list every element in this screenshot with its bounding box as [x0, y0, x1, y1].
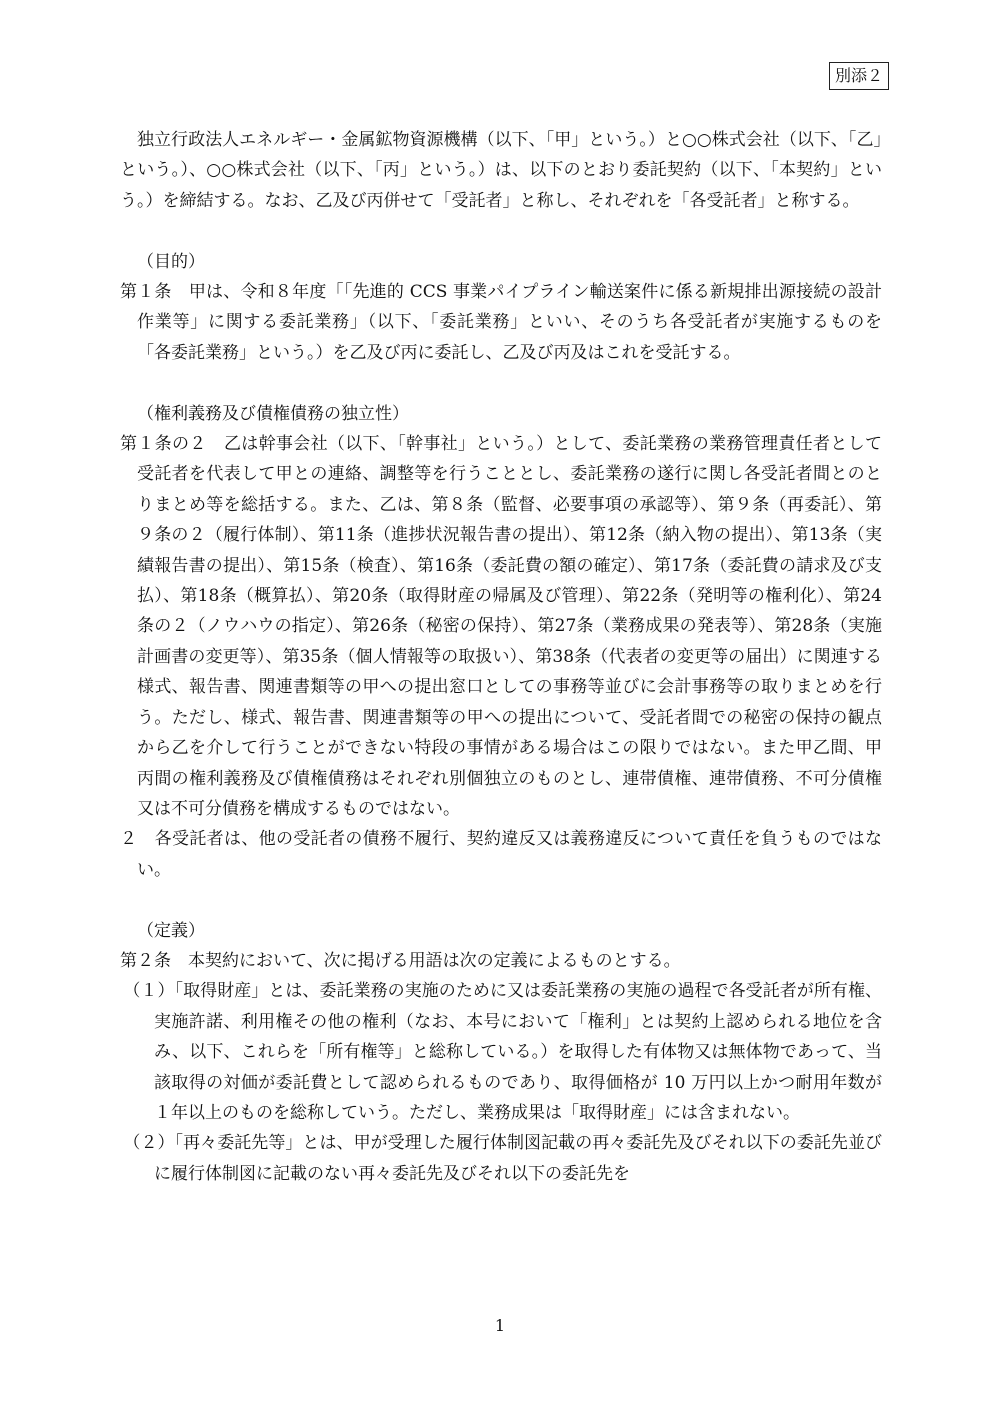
spacer [120, 368, 882, 398]
article-1: 第１条 甲は、令和８年度「「先進的 CCS 事業パイプライン輸送案件に係る新規排出源接続の設計作業等」に関する委託業務」（以下、「委託業務」といい、そのうち各受託者が実施するものを「各委託業務」という。）を乙及び丙に委託し、乙及び丙及はこれを受託する。 [120, 282, 882, 363]
section-heading-purpose: （目的） [137, 251, 205, 272]
document-body [120, 125, 882, 1189]
spacer [120, 885, 882, 915]
definition-item-1: （１）「取得財産」とは、委託業務の実施のために又は委託業務の実施の過程で各受託者が所有権、実施許諾、利用権その他の権利（なお、本号において「権利」とは契約上認められる地位を含み、以下、これらを「所有権等」と総称している。）を取得した有体物又は無体物であって、当該取得の対価が委託費として認められるものであり、取得価格が 10 万円以上かつ耐用年数が１年以上のものを総称していう。ただし、業務成果は「取得財産」には含まれない。 [123, 981, 882, 1123]
definition-item-2: （２）「再々委託先等」とは、甲が受理した履行体制図記載の再々委託先及びそれ以下の委託先並びに履行体制図に記載のない再々委託先及びそれ以下の委託先を [123, 1133, 882, 1184]
spacer [120, 216, 882, 246]
section-heading-independence: （権利義務及び債権債務の独立性） [137, 403, 409, 424]
article-2: 第２条 本契約において、次に掲げる用語は次の定義によるものとする。 [120, 950, 681, 971]
article-1-2: 第１条の２ 乙は幹事会社（以下、「幹事社」という。）として、委託業務の業務管理責任者として受託者を代表して甲との連絡、調整等を行うこととし、委託業務の遂行に関し各受託者間とのとりまとめ等を総括する。また、乙は、第８条（監督、必要事項の承認等）、第９条（再委託）、第９条の２（履行体制）、第11条（進捗状況報告書の提出）、第12条（納入物の提出）、第13条（実績報告書の提出）、第15条（検査）、第16条（委託費の額の確定）、第17条（委託費の請求及び支払）、第18条（概算払）、第20条（取得財産の帰属及び管理）、第22条（発明等の権利化）、第24条の２（ノウハウの指定）、第26条（秘密の保持）、第27条（業務成果の発表等）、第28条（実施計画書の変更等）、第35条（個人情報等の取扱い）、第38条（代表者の変更等の届出）に関連する様式、報告書、関連書類等の甲への提出窓口としての事務等並びに会計事務等の取りまとめを行う。ただし、様式、報告書、関連書類等の甲への提出について、受託者間での秘密の保持の観点から乙を介して行うことができない特段の事情がある場合はこの限りではない。また甲乙間、甲丙間の権利義務及び債権債務はそれぞれ別個独立のものとし、連帯債権、連帯債務、不可分債権又は不可分債務を構成するものではない。 [120, 434, 882, 819]
page-number: 1 [494, 1316, 506, 1335]
article-1-2-para-2: ２ 各受託者は、他の受託者の債務不履行、契約違反又は義務違反について責任を負うものではない。 [120, 829, 882, 880]
preamble: 独立行政法人エネルギー・金属鉱物資源機構（以下、「甲」という。）と○○株式会社（以下、「乙」という。）、○○株式会社（以下、「丙」という。）は、以下のとおり委託契約（以下、「本契約」という。）を締結する。なお、乙及び丙併せて「受託者」と称し、それぞれを「各受託者」と称する。 [120, 130, 882, 211]
section-heading-definitions: （定義） [137, 920, 205, 941]
attachment-label: 別添２ [829, 62, 889, 90]
